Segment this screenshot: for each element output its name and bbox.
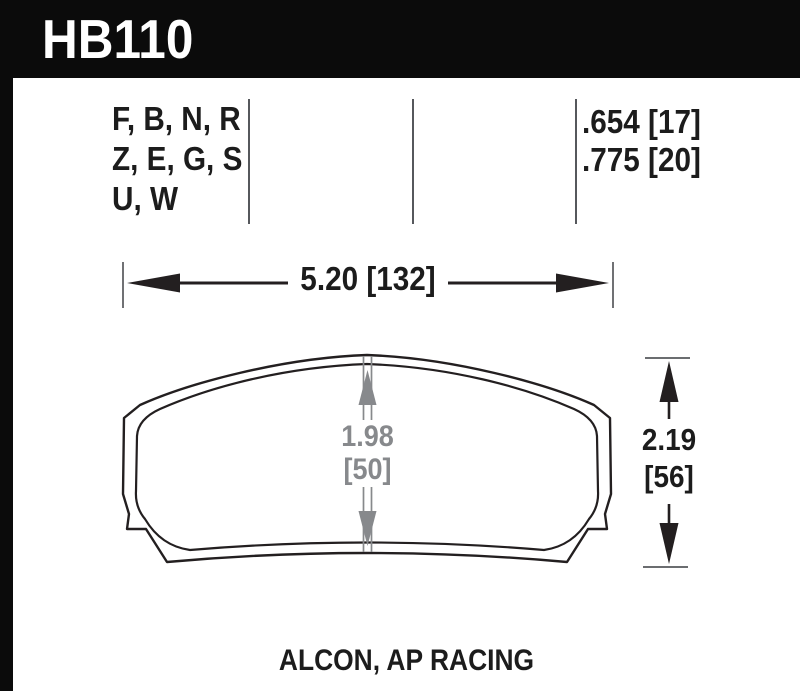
- up-arrow-icon: [660, 361, 679, 402]
- pad-thickness-line-2: .775 [20]: [582, 141, 701, 178]
- center-height-mm: [50]: [343, 453, 392, 486]
- part-number: HB110: [42, 8, 194, 70]
- down-arrow-icon: [660, 523, 679, 564]
- width-dimension-label: 5.20 [132]: [300, 260, 436, 297]
- center-height-dimension-label: [300, 420, 436, 486]
- applications-text: ALCON, AP RACING: [278, 644, 535, 677]
- compound-codes-line-3: U, W: [112, 180, 178, 217]
- compound-codes-line-1: F, B, N, R: [112, 100, 241, 137]
- overall-height-mm: [56]: [644, 459, 694, 494]
- overall-height-inches: 2.19: [641, 422, 697, 457]
- pad-thickness-line-1: .654 [17]: [582, 103, 701, 140]
- compound-codes-line-2: Z, E, G, S: [112, 140, 243, 177]
- center-height-inches: 1.98: [341, 420, 394, 453]
- overall-height-dimension-label: [619, 421, 720, 495]
